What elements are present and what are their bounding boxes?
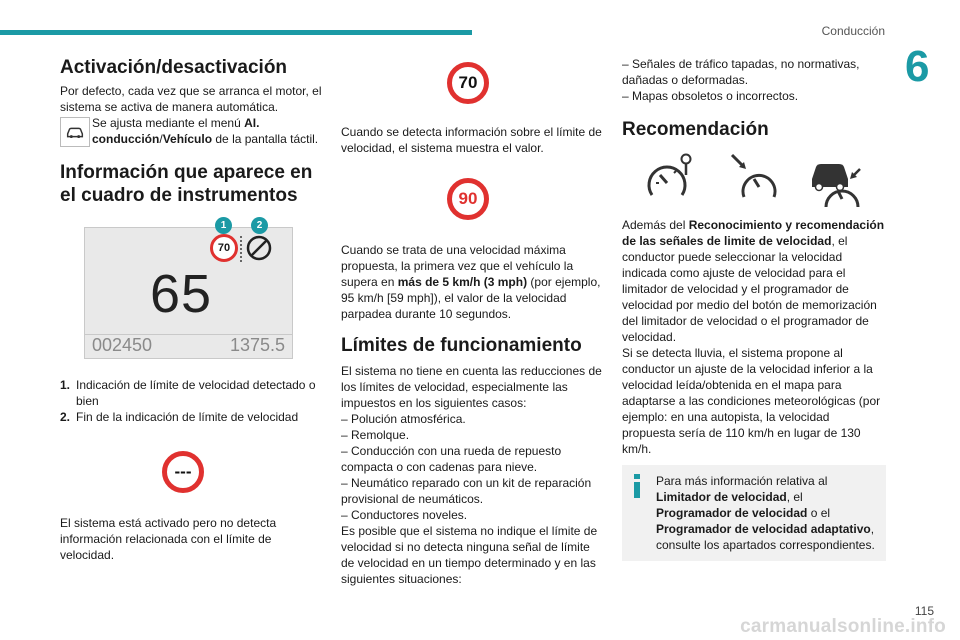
recommendation-icons (622, 151, 886, 215)
paragraph-recommendation (622, 217, 886, 345)
instrument-cluster-illustration (84, 217, 293, 359)
callout-2: 2 (251, 217, 268, 234)
rec-text-bold: Reconocimiento y recomendación de las señales de limite de velocidad (622, 218, 885, 248)
car-menu-icon (60, 117, 90, 147)
info-icon (632, 474, 642, 498)
heading-limits: Límites de funcionamiento (341, 335, 582, 356)
info-text (632, 473, 876, 553)
max-text-pre: Cuando se trata de una velocidad máxima propuesta, la primera vez que el vehículo la supera en (341, 243, 574, 289)
cluster-trip: 1375.5 (229, 335, 285, 355)
info-text-post: , consulte los apartados correspondientes. (656, 522, 875, 552)
paragraph-possible: Es posible que el sistema no indique el límite de velocidad si no detecta ninguna señal de límite de velocidad en un tiempo determinado y en las siguientes situaciones: (341, 524, 598, 586)
page-number: 115 (914, 604, 934, 618)
end-of-limit-icon (245, 234, 273, 262)
paragraph-rain: Si se detecta lluvia, el sistema propone al conductor un ajuste de la velocidad inferior a la velocidad leída/obtenida en el mapa para adaptarse a las condiciones meteorológicas (por ejemplo: en una autopista, la velocidad propuesta sería de 110 km/h en lugar de 130 km/h. (622, 346, 881, 456)
max-text-post: (por ejemplo, 95 km/h [59 mph]), el valor de la velocidad parpadea durante 10 segundos. (341, 275, 601, 321)
menu-text-bold-1: AI. conducción (92, 116, 260, 146)
cluster-divider (240, 236, 242, 262)
menu-text-sep: / (159, 132, 163, 146)
cluster-limit-sign: 70 (210, 234, 238, 262)
speedometer-press-icon (730, 153, 780, 203)
info-bold-1: Limitador de velocidad (656, 490, 787, 504)
info-bold-3: Programador de velocidad adaptativo (656, 522, 871, 536)
list-item-text: Fin de la indicación de límite de velocidad (76, 410, 299, 424)
car-speedometer-icon (808, 153, 864, 209)
menu-text-bold-2: Vehículo (162, 132, 213, 146)
heading-activation: Activación/desactivación (60, 57, 288, 78)
rec-text-post: , el conductor puede seleccionar la velocidad indicada como ajuste de velocidad para el limitador de velocidad y el programador de velocidad por medio del botón de memorización del limitador de velocidad o el programador de velocidad. (622, 234, 877, 344)
info-text-pre: Para más información relativa al (656, 474, 828, 488)
heading-recommendation: Recomendación (622, 119, 769, 140)
list-item-number: 1. (60, 378, 71, 392)
list-item (60, 409, 322, 425)
no-limit-sign: --- (162, 451, 204, 493)
chapter-number: 6 (905, 42, 930, 91)
paragraph-active: El sistema está activado pero no detecta información relacionada con el límite de velocidad. (60, 516, 277, 562)
watermark: carmanualsonline.info (740, 616, 946, 637)
info-box (622, 465, 886, 561)
paragraph-default: Por defecto, cada vez que se arranca el motor, el sistema se activa de manera automática. (60, 84, 322, 114)
paragraph-limits: El sistema no tiene en cuenta las reducciones de los límites de velocidad, especialmente las impuestos en los siguientes casos: (341, 364, 602, 410)
speed-sign-90: 90 (447, 178, 489, 220)
case-item: – Remolque. (341, 428, 410, 442)
situation-item: – Mapas obsoletos o incorrectos. (622, 89, 799, 103)
case-item: – Conducción con una rueda de repuesto compacta o con cadenas para nieve. (341, 444, 562, 474)
case-item: – Polución atmosférica. (341, 412, 466, 426)
column-3 (622, 56, 886, 457)
case-item: – Conductores noveles. (341, 508, 468, 522)
info-text-mid-1: , el (786, 490, 803, 504)
menu-text-post: de la pantalla táctil. (212, 132, 319, 146)
cluster-odometer: 002450 (92, 335, 153, 355)
column-1 (60, 56, 322, 563)
heading-cluster-info: Información que aparece en el cuadro de instrumentos (60, 162, 313, 206)
menu-instruction (60, 115, 322, 147)
list-item-number: 2. (60, 410, 71, 424)
cluster-speed: 65 (150, 264, 213, 324)
paragraph-max-speed (341, 242, 603, 322)
speed-sign-70: 70 (447, 62, 489, 104)
legend-list (60, 377, 322, 425)
column-2 (341, 56, 603, 587)
info-bold-2: Programador de velocidad (656, 506, 808, 520)
paragraph-detect: Cuando se detecta información sobre el límite de velocidad, el sistema muestra el valor. (341, 125, 602, 155)
list-item-text: Indicación de límite de velocidad detectado o bien (76, 378, 316, 408)
section-title: Conducción (821, 24, 885, 38)
rec-text-pre: Además del (622, 218, 689, 232)
info-text-mid-2: o el (807, 506, 831, 520)
header-accent-bar (0, 30, 472, 35)
max-text-bold: más de 5 km/h (3 mph) (397, 275, 528, 289)
case-item: – Neumático reparado con un kit de reparación provisional de neumáticos. (341, 476, 592, 506)
list-item (60, 377, 322, 409)
situation-item: – Señales de tráfico tapadas, no normativas, dañadas o deformadas. (622, 57, 860, 87)
callout-1: 1 (215, 217, 232, 234)
speedometer-set-icon (646, 153, 696, 203)
menu-text-pre: Se ajusta mediante el menú (92, 116, 245, 130)
